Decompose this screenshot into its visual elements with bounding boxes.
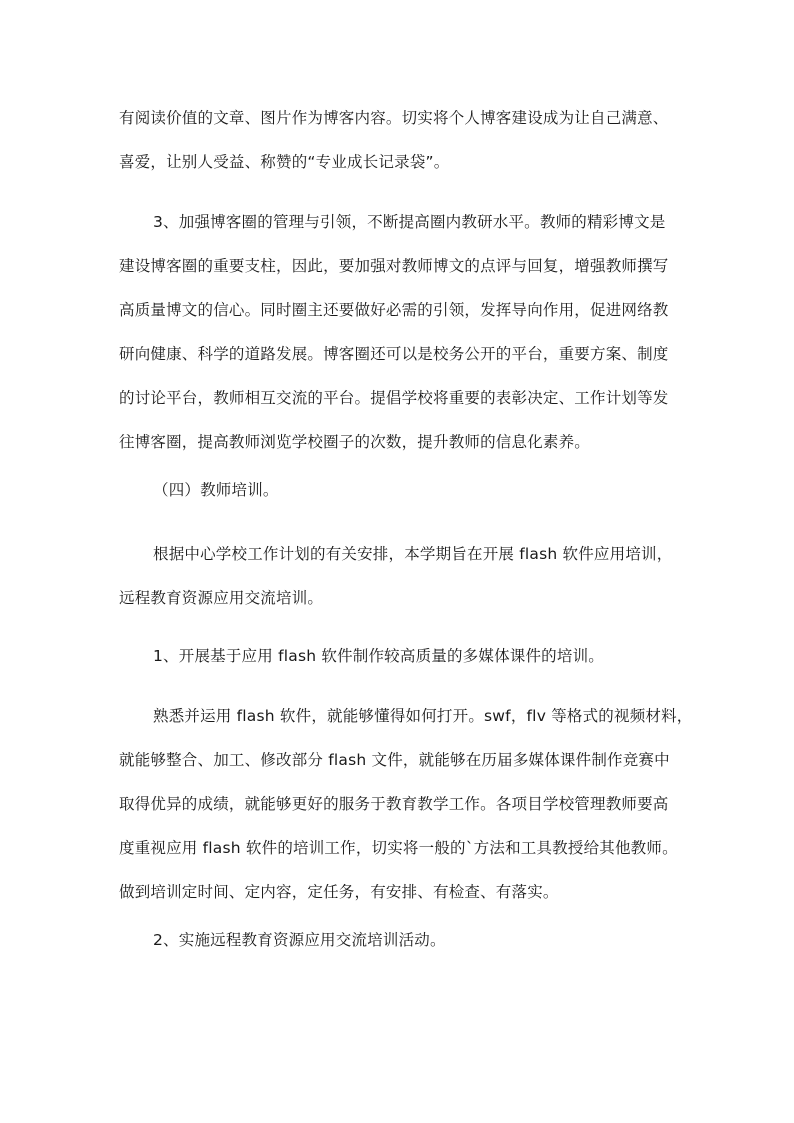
text-line: 建设博客圈的重要支柱，因此，要加强对教师博文的点评与回复，增强教师撰写 bbox=[119, 257, 669, 275]
text-line: 研向健康、科学的道路发展。博客圈还可以是校务公开的平台，重要方案、制度 bbox=[119, 345, 669, 363]
text-line: 做到培训定时间、定内容，定任务，有安排、有检查、有落实。 bbox=[119, 883, 559, 901]
text-line: 就能够整合、加工、修改部分 flash 文件，就能够在历届多媒体课件制作竞赛中 bbox=[119, 751, 670, 769]
paragraph-training-plan bbox=[119, 532, 679, 620]
text-line: 远程教育资源应用交流培训。 bbox=[119, 589, 324, 607]
paragraph-blog-content-end bbox=[119, 96, 679, 184]
text-line: 有阅读价值的文章、图片作为博客内容。切实将个人博客建设成为让自己满意、 bbox=[119, 109, 669, 127]
text-line: 高质量博文的信心。同时圈主还要做好必需的引领，发挥导向作用，促进网络教 bbox=[119, 301, 669, 319]
paragraph-flash-details bbox=[119, 694, 693, 914]
text-line: 喜爱，让别人受益、称赞的“专业成长记录袋”。 bbox=[119, 153, 450, 171]
text-line: 1、开展基于应用 flash 软件制作较高质量的多媒体课件的培训。 bbox=[153, 647, 604, 665]
text-line: （四）教师培训。 bbox=[153, 481, 279, 499]
text-line: 3、加强博客圈的管理与引领，不断提高圈内教研水平。教师的精彩博文是 bbox=[153, 213, 666, 231]
list-item-remote-education bbox=[119, 918, 679, 962]
text-line: 熟悉并运用 flash 软件，就能够懂得如何打开。swf，flv 等格式的视频材料， bbox=[153, 707, 693, 725]
list-item-flash-training bbox=[119, 634, 679, 678]
text-line: 2、实施远程教育资源应用交流培训活动。 bbox=[153, 931, 446, 949]
text-line: 取得优异的成绩，就能够更好的服务于教育教学工作。各项目学校管理教师要高 bbox=[119, 795, 669, 813]
paragraph-blog-circle bbox=[119, 200, 679, 464]
text-line: 度重视应用 flash 软件的培训工作，切实将一般的`方法和工具教授给其他教师。 bbox=[119, 839, 678, 857]
section-heading-teacher-training bbox=[119, 468, 679, 512]
text-line: 往博客圈，提高教师浏览学校圈子的次数，提升教师的信息化素养。 bbox=[119, 433, 591, 451]
text-line: 的讨论平台，教师相互交流的平台。提倡学校将重要的表彰决定、工作计划等发 bbox=[119, 389, 669, 407]
text-line: 根据中心学校工作计划的有关安排，本学期旨在开展 flash 软件应用培训， bbox=[153, 545, 673, 563]
